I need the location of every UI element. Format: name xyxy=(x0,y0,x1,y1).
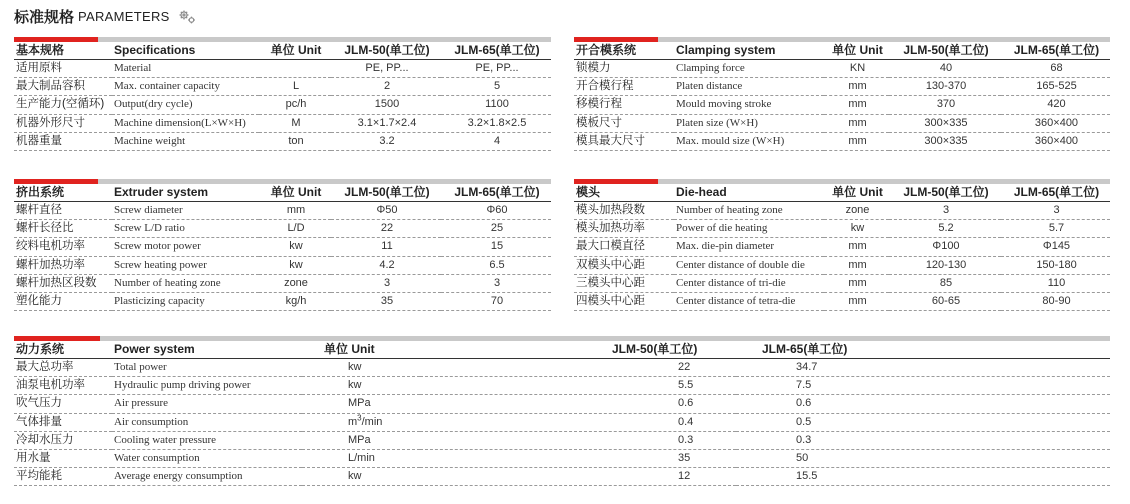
unit-superscript: 3 xyxy=(357,413,362,422)
param-name-en: Clamping force xyxy=(674,60,824,78)
param-name-en: Screw L/D ratio xyxy=(112,220,259,238)
jlm50-value: 35 xyxy=(420,449,736,467)
header-jlm65: JLM-65(单工位) xyxy=(1001,184,1110,202)
jlm50-value: 3 xyxy=(889,202,1001,220)
param-name-en: Center distance of double die xyxy=(674,256,824,274)
table-row xyxy=(574,274,1110,292)
table-header-row xyxy=(574,42,1110,60)
jlm50-value: 3.2 xyxy=(331,132,441,150)
jlm65-value: 34.7 xyxy=(736,359,1110,377)
jlm50-value: 0.6 xyxy=(420,395,736,413)
param-name-en: Water consumption xyxy=(112,449,302,467)
param-name-en: Machine weight xyxy=(112,132,259,150)
param-name-cn: 气体排量 xyxy=(14,413,112,431)
unit-cell: kw xyxy=(259,256,331,274)
unit-cell: mm xyxy=(824,292,889,310)
unit-cell: kw xyxy=(302,359,420,377)
table-row xyxy=(14,359,1110,377)
unit-cell: kg/h xyxy=(259,292,331,310)
jlm65-value: 1100 xyxy=(441,96,551,114)
header-unit: 单位 Unit xyxy=(259,184,331,202)
jlm65-value: 70 xyxy=(441,292,551,310)
jlm50-value: 22 xyxy=(420,359,736,377)
table-row xyxy=(574,96,1110,114)
param-name-en: Mould moving stroke xyxy=(674,96,824,114)
extruder-system-table xyxy=(14,184,551,311)
header-jlm65: JLM-65(单工位) xyxy=(441,184,551,202)
param-name-cn: 用水量 xyxy=(14,449,112,467)
param-name-cn: 生产能力(空循环) xyxy=(14,96,112,114)
jlm65-value: 25 xyxy=(441,220,551,238)
unit-cell: L/D xyxy=(259,220,331,238)
table-header-row xyxy=(14,184,551,202)
header-cn: 动力系统 xyxy=(14,341,112,359)
unit-cell: M xyxy=(259,114,331,132)
power-system-section xyxy=(14,336,1110,486)
header-jlm50: JLM-50(单工位) xyxy=(889,184,1001,202)
jlm65-value: 0.3 xyxy=(736,431,1110,449)
jlm65-value: 80-90 xyxy=(1001,292,1110,310)
unit-cell: kw xyxy=(824,220,889,238)
header-en: Die-head xyxy=(674,184,824,202)
param-name-cn: 适用原料 xyxy=(14,60,112,78)
section-bar xyxy=(14,37,551,42)
table-header-row xyxy=(574,184,1110,202)
unit-cell: kw xyxy=(302,377,420,395)
extruder-system-section xyxy=(14,179,551,311)
header-jlm65: JLM-65(单工位) xyxy=(1001,42,1110,60)
jlm65-value: 5.7 xyxy=(1001,220,1110,238)
table-header-row xyxy=(14,42,551,60)
jlm50-value: 0.3 xyxy=(420,431,736,449)
unit-cell: zone xyxy=(824,202,889,220)
header-en: Clamping system xyxy=(674,42,824,60)
header-en: Extruder system xyxy=(112,184,259,202)
die-head-section xyxy=(574,179,1110,311)
param-name-cn: 三模头中心距 xyxy=(574,274,674,292)
jlm50-value: 22 xyxy=(331,220,441,238)
jlm65-value: 110 xyxy=(1001,274,1110,292)
table-row xyxy=(14,377,1110,395)
jlm65-value: 50 xyxy=(736,449,1110,467)
jlm50-value: 12 xyxy=(420,468,736,486)
unit-cell: L/min xyxy=(302,449,420,467)
unit-cell: MPa xyxy=(302,395,420,413)
param-name-cn: 模头加热段数 xyxy=(574,202,674,220)
jlm50-value: Φ100 xyxy=(889,238,1001,256)
param-name-en: Cooling water pressure xyxy=(112,431,302,449)
unit-cell: pc/h xyxy=(259,96,331,114)
header-unit: 单位 Unit xyxy=(824,42,889,60)
unit-cell: mm xyxy=(824,78,889,96)
param-name-cn: 平均能耗 xyxy=(14,468,112,486)
table-row xyxy=(574,220,1110,238)
param-name-cn: 塑化能力 xyxy=(14,292,112,310)
param-name-cn: 螺杆直径 xyxy=(14,202,112,220)
unit-cell: kw xyxy=(302,468,420,486)
param-name-cn: 螺杆加热功率 xyxy=(14,256,112,274)
table-row xyxy=(574,256,1110,274)
unit-cell: mm xyxy=(824,96,889,114)
unit-cell xyxy=(302,413,420,431)
header-cn: 挤出系统 xyxy=(14,184,112,202)
power-system-table xyxy=(14,341,1110,486)
param-name-en: Air consumption xyxy=(112,413,302,431)
header-jlm50: JLM-50(单工位) xyxy=(331,184,441,202)
param-name-en: Max. container capacity xyxy=(112,78,259,96)
basic-spec-section xyxy=(14,37,551,151)
param-name-en: Max. die-pin diameter xyxy=(674,238,824,256)
jlm50-value: PE, PP... xyxy=(331,60,441,78)
jlm50-value: 60-65 xyxy=(889,292,1001,310)
jlm50-value: 0.4 xyxy=(420,413,736,431)
jlm65-value: Φ145 xyxy=(1001,238,1110,256)
param-name-en: Hydraulic pump driving power xyxy=(112,377,302,395)
jlm65-value: 6.5 xyxy=(441,256,551,274)
unit-cell: MPa xyxy=(302,431,420,449)
jlm65-value: 3 xyxy=(441,274,551,292)
table-row xyxy=(574,292,1110,310)
unit-cell: zone xyxy=(259,274,331,292)
jlm50-value: 85 xyxy=(889,274,1001,292)
jlm65-value: 360×400 xyxy=(1001,114,1110,132)
param-name-en: Platen size (W×H) xyxy=(674,114,824,132)
table-row xyxy=(14,96,551,114)
jlm50-value: 300×335 xyxy=(889,132,1001,150)
param-name-cn: 锁模力 xyxy=(574,60,674,78)
unit-cell: mm xyxy=(824,132,889,150)
jlm65-value: 3 xyxy=(1001,202,1110,220)
jlm65-value: 420 xyxy=(1001,96,1110,114)
param-name-cn: 模具最大尺寸 xyxy=(574,132,674,150)
table-row xyxy=(14,449,1110,467)
table-row xyxy=(14,132,551,150)
table-row xyxy=(14,292,551,310)
table-row xyxy=(574,78,1110,96)
section-bar xyxy=(14,179,551,184)
table-row xyxy=(14,256,551,274)
section-bar xyxy=(574,37,1110,42)
param-name-cn: 机器重量 xyxy=(14,132,112,150)
unit-cell: mm xyxy=(824,256,889,274)
unit-base: m xyxy=(348,415,358,428)
param-name-en: Center distance of tetra-die xyxy=(674,292,824,310)
table-header-row xyxy=(14,341,1110,359)
header-unit: 单位 Unit xyxy=(824,184,889,202)
jlm50-value: 2 xyxy=(331,78,441,96)
jlm65-value: 0.5 xyxy=(736,413,1110,431)
jlm50-value: 5.2 xyxy=(889,220,1001,238)
unit-cell xyxy=(259,60,331,78)
param-name-cn: 冷却水压力 xyxy=(14,431,112,449)
param-name-cn: 机器外形尺寸 xyxy=(14,114,112,132)
param-name-en: Plasticizing capacity xyxy=(112,292,259,310)
gears-icon xyxy=(177,9,197,25)
jlm50-value: 370 xyxy=(889,96,1001,114)
unit-cell: ton xyxy=(259,132,331,150)
header-jlm50: JLM-50(单工位) xyxy=(331,42,441,60)
clamping-system-section xyxy=(574,37,1110,151)
jlm50-value: 35 xyxy=(331,292,441,310)
header-cn: 基本规格 xyxy=(14,42,112,60)
param-name-cn: 最大制品容积 xyxy=(14,78,112,96)
param-name-en: Screw heating power xyxy=(112,256,259,274)
param-name-cn: 绞料电机功率 xyxy=(14,238,112,256)
unit-cell: L xyxy=(259,78,331,96)
jlm50-value: 120-130 xyxy=(889,256,1001,274)
jlm65-value: 4 xyxy=(441,132,551,150)
header-en: Power system xyxy=(112,341,302,359)
jlm65-value: 165-525 xyxy=(1001,78,1110,96)
unit-cell: mm xyxy=(824,114,889,132)
unit-cell: mm xyxy=(824,274,889,292)
page-title xyxy=(14,6,197,27)
table-row xyxy=(14,431,1110,449)
jlm50-value: 4.2 xyxy=(331,256,441,274)
param-name-en: Air pressure xyxy=(112,395,302,413)
jlm50-value: 1500 xyxy=(331,96,441,114)
table-row xyxy=(14,220,551,238)
clamping-system-table xyxy=(574,42,1110,151)
param-name-cn: 螺杆长径比 xyxy=(14,220,112,238)
header-cn: 模头 xyxy=(574,184,674,202)
header-jlm65: JLM-65(单工位) xyxy=(441,42,551,60)
jlm65-value: 0.6 xyxy=(736,395,1110,413)
table-row xyxy=(574,114,1110,132)
jlm50-value: 130-370 xyxy=(889,78,1001,96)
jlm65-value: 15.5 xyxy=(736,468,1110,486)
param-name-en: Number of heating zone xyxy=(674,202,824,220)
param-name-cn: 吹气压力 xyxy=(14,395,112,413)
header-jlm50: JLM-50(单工位) xyxy=(889,42,1001,60)
jlm65-value: 7.5 xyxy=(736,377,1110,395)
table-row xyxy=(574,60,1110,78)
table-row xyxy=(14,60,551,78)
param-name-cn: 螺杆加热区段数 xyxy=(14,274,112,292)
jlm50-value: 300×335 xyxy=(889,114,1001,132)
jlm50-value: 11 xyxy=(331,238,441,256)
unit-cell: mm xyxy=(824,238,889,256)
param-name-en: Number of heating zone xyxy=(112,274,259,292)
table-row xyxy=(14,395,1110,413)
jlm50-value: 40 xyxy=(889,60,1001,78)
param-name-cn: 模板尺寸 xyxy=(574,114,674,132)
jlm65-value: Φ60 xyxy=(441,202,551,220)
header-jlm65: JLM-65(单工位) xyxy=(736,341,1110,359)
param-name-cn: 四模头中心距 xyxy=(574,292,674,310)
table-row xyxy=(574,238,1110,256)
page-title-cn: 标准规格 xyxy=(14,9,75,26)
page-title-en: PARAMETERS xyxy=(78,9,170,24)
jlm65-value: 3.2×1.8×2.5 xyxy=(441,114,551,132)
table-row xyxy=(574,202,1110,220)
param-name-en: Average energy consumption xyxy=(112,468,302,486)
jlm65-value: 360×400 xyxy=(1001,132,1110,150)
param-name-cn: 移模行程 xyxy=(574,96,674,114)
jlm65-value: 5 xyxy=(441,78,551,96)
param-name-en: Center distance of tri-die xyxy=(674,274,824,292)
unit-cell: mm xyxy=(259,202,331,220)
table-row xyxy=(14,238,551,256)
param-name-cn: 开合模行程 xyxy=(574,78,674,96)
jlm50-value: 3.1×1.7×2.4 xyxy=(331,114,441,132)
jlm65-value: 68 xyxy=(1001,60,1110,78)
header-jlm50: JLM-50(单工位) xyxy=(420,341,736,359)
param-name-cn: 最大口模直径 xyxy=(574,238,674,256)
basic-spec-table xyxy=(14,42,551,151)
param-name-en: Platen distance xyxy=(674,78,824,96)
table-row xyxy=(14,413,1110,431)
param-name-en: Total power xyxy=(112,359,302,377)
unit-cell: KN xyxy=(824,60,889,78)
section-bar xyxy=(14,336,1110,341)
jlm50-value: 5.5 xyxy=(420,377,736,395)
table-row xyxy=(574,132,1110,150)
param-name-en: Material xyxy=(112,60,259,78)
unit-tail: /min xyxy=(361,415,383,428)
jlm65-value: 15 xyxy=(441,238,551,256)
header-unit: 单位 Unit xyxy=(302,341,420,359)
param-name-cn: 油泵电机功率 xyxy=(14,377,112,395)
table-row xyxy=(14,114,551,132)
table-row xyxy=(14,274,551,292)
jlm50-value: Φ50 xyxy=(331,202,441,220)
section-bar xyxy=(574,179,1110,184)
param-name-en: Max. mould size (W×H) xyxy=(674,132,824,150)
param-name-en: Output(dry cycle) xyxy=(112,96,259,114)
jlm65-value: PE, PP... xyxy=(441,60,551,78)
table-row xyxy=(14,202,551,220)
table-row xyxy=(14,78,551,96)
unit-cell: kw xyxy=(259,238,331,256)
table-row xyxy=(14,468,1110,486)
header-en: Specifications xyxy=(112,42,259,60)
die-head-table xyxy=(574,184,1110,311)
param-name-cn: 模头加热功率 xyxy=(574,220,674,238)
jlm65-value: 150-180 xyxy=(1001,256,1110,274)
jlm50-value: 3 xyxy=(331,274,441,292)
param-name-cn: 双模头中心距 xyxy=(574,256,674,274)
param-name-en: Screw motor power xyxy=(112,238,259,256)
header-cn: 开合模系统 xyxy=(574,42,674,60)
header-unit: 单位 Unit xyxy=(259,42,331,60)
param-name-en: Machine dimension(L×W×H) xyxy=(112,114,259,132)
param-name-cn: 最大总功率 xyxy=(14,359,112,377)
param-name-en: Power of die heating xyxy=(674,220,824,238)
param-name-en: Screw diameter xyxy=(112,202,259,220)
